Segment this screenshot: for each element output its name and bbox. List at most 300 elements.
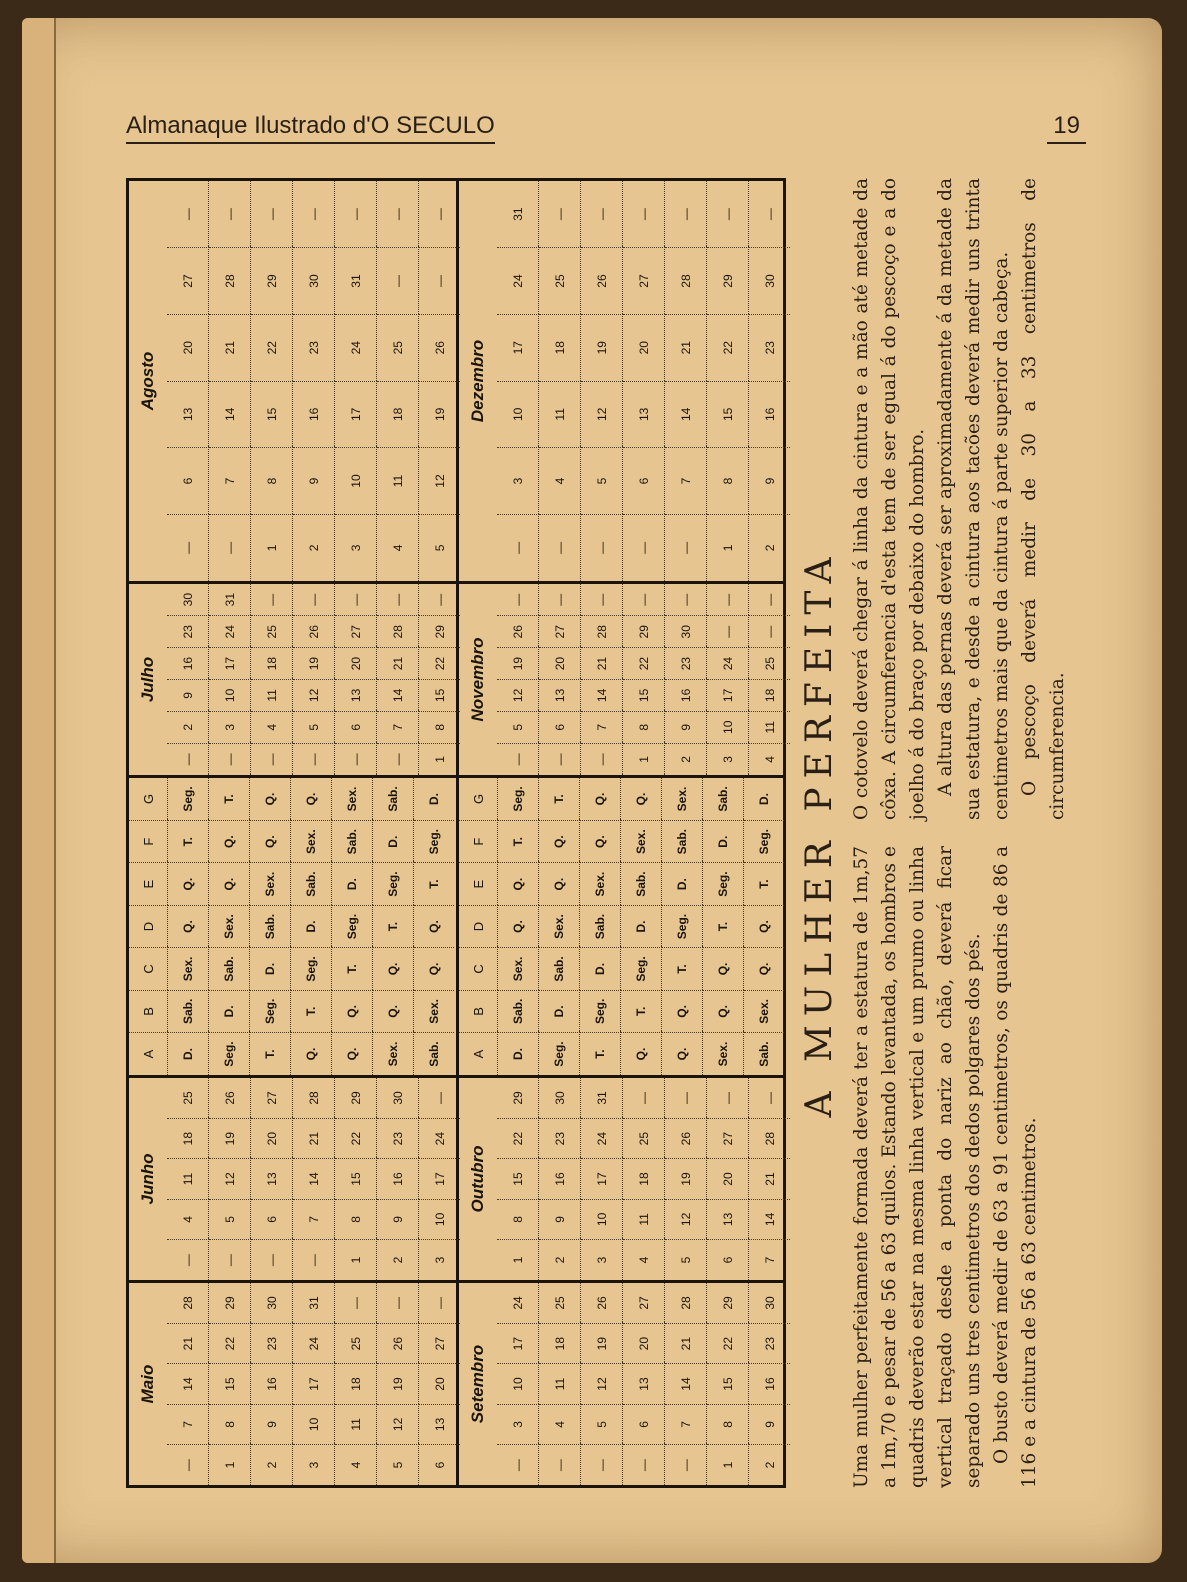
day-cell: 9 xyxy=(293,448,335,515)
day-cell: — xyxy=(497,743,539,775)
dominical-letter: G xyxy=(129,778,168,820)
day-cell: 22 xyxy=(623,648,665,680)
month-grid xyxy=(497,584,790,775)
week-row xyxy=(497,1078,539,1280)
day-cell: 23 xyxy=(293,314,335,381)
day-cell: — xyxy=(581,584,623,616)
day-cell: 16 xyxy=(167,648,209,680)
letter-row xyxy=(129,778,168,1075)
day-cell: 16 xyxy=(377,1159,419,1199)
day-cell: 30 xyxy=(251,1283,293,1323)
day-cell: 21 xyxy=(167,1323,209,1363)
day-cell: 7 xyxy=(665,1404,707,1444)
day-cell: 19 xyxy=(293,648,335,680)
day-cell: 16 xyxy=(749,1364,791,1404)
week-row xyxy=(707,584,749,775)
article-column-2 xyxy=(848,178,1072,820)
month-name: Maio xyxy=(138,1364,157,1404)
day-cell: 11 xyxy=(623,1199,665,1239)
day-cell: 24 xyxy=(497,1283,539,1323)
day-cell: 26 xyxy=(497,616,539,648)
weekday-cell: Sex. xyxy=(498,948,539,990)
day-cell: 18 xyxy=(377,381,419,448)
day-cell: 12 xyxy=(293,680,335,712)
week-row xyxy=(293,584,335,775)
day-cell: — xyxy=(665,181,707,248)
day-cell: 11 xyxy=(539,381,581,448)
day-cell: 30 xyxy=(749,248,791,315)
day-cell: 21 xyxy=(581,648,623,680)
day-cell: — xyxy=(167,1240,209,1280)
weekday-cell: Q. xyxy=(291,778,332,820)
day-cell: 20 xyxy=(335,648,377,680)
day-cell: 8 xyxy=(707,448,749,515)
calendar-row-1 xyxy=(129,181,459,1485)
weekday-cell: D. xyxy=(373,820,414,862)
week-row xyxy=(209,1283,251,1485)
dominical-letter: D xyxy=(129,905,168,947)
day-cell: 27 xyxy=(623,248,665,315)
week-row xyxy=(251,1283,293,1485)
day-cell: 29 xyxy=(707,248,749,315)
week-row xyxy=(665,584,707,775)
day-cell: 13 xyxy=(251,1159,293,1199)
weekday-cell: T. xyxy=(662,948,703,990)
week-row xyxy=(749,1283,791,1485)
day-cell: 18 xyxy=(251,648,293,680)
day-cell: 30 xyxy=(167,584,209,616)
day-cell: 5 xyxy=(419,514,461,581)
day-cell: 20 xyxy=(419,1364,461,1404)
weekday-cell: Q. xyxy=(703,990,744,1032)
day-cell: 1 xyxy=(707,514,749,581)
article-title: A MULHER PERFEITA xyxy=(799,548,840,1118)
weekday-row xyxy=(414,778,455,1075)
weekday-cell: Sab. xyxy=(621,863,662,905)
day-cell: 22 xyxy=(251,314,293,381)
day-cell: 9 xyxy=(377,1199,419,1239)
day-cell: 14 xyxy=(377,680,419,712)
day-cell: 29 xyxy=(623,616,665,648)
weekday-cell: D. xyxy=(498,1033,539,1075)
week-row xyxy=(539,1283,581,1485)
weekday-cell: T. xyxy=(250,1033,291,1075)
day-cell: 8 xyxy=(419,711,461,743)
day-cell: 18 xyxy=(539,1323,581,1363)
day-cell: 11 xyxy=(167,1159,209,1199)
day-cell: 27 xyxy=(419,1323,461,1363)
day-cell: — xyxy=(167,514,209,581)
day-cell: 7 xyxy=(581,711,623,743)
week-row xyxy=(581,1283,623,1485)
day-cell: 16 xyxy=(665,680,707,712)
day-cell: 10 xyxy=(707,711,749,743)
day-cell: 13 xyxy=(335,680,377,712)
weekday-cell: Seg. xyxy=(373,863,414,905)
almanac-page xyxy=(22,18,1162,1563)
day-cell: 29 xyxy=(419,616,461,648)
day-cell: 22 xyxy=(209,1323,251,1363)
month-name: Dezembro xyxy=(468,339,487,423)
day-cell: — xyxy=(539,514,581,581)
day-cell: 24 xyxy=(581,1118,623,1158)
day-cell: — xyxy=(432,208,447,221)
dominical-letter: B xyxy=(129,990,168,1032)
day-cell: 19 xyxy=(581,314,623,381)
weekday-cell: Sab. xyxy=(250,905,291,947)
weekday-cell: Sab. xyxy=(209,948,250,990)
weekday-cell: Seg. xyxy=(414,820,455,862)
day-cell: 15 xyxy=(707,1364,749,1404)
day-cell: 9 xyxy=(749,448,791,515)
weekday-cell: Q. xyxy=(498,863,539,905)
day-cell: 6 xyxy=(623,1404,665,1444)
day-cell: — xyxy=(581,1445,623,1485)
day-cell: — xyxy=(623,514,665,581)
weekday-cell: Q. xyxy=(744,905,785,947)
day-cell: 10 xyxy=(497,381,539,448)
week-row xyxy=(581,1078,623,1280)
day-cell: 14 xyxy=(167,1364,209,1404)
weekday-cell: Sab. xyxy=(580,905,621,947)
running-title: Almanaque Ilustrado d'O SECULO xyxy=(126,112,495,144)
day-cell: 19 xyxy=(209,1118,251,1158)
weekday-cell: Sab. xyxy=(414,1033,455,1075)
weekday-cell: D. xyxy=(250,948,291,990)
day-cell: 3 xyxy=(335,514,377,581)
week-row xyxy=(167,1078,209,1280)
weekday-cell: Q. xyxy=(414,905,455,947)
day-cell: — xyxy=(293,1240,335,1280)
weekday-cell: Seg. xyxy=(662,905,703,947)
weekday-cell: T. xyxy=(703,905,744,947)
month-grid xyxy=(167,1078,460,1280)
day-cell: 17 xyxy=(419,1159,461,1199)
week-row xyxy=(251,181,293,581)
day-cell: — xyxy=(167,743,209,775)
day-cell: — xyxy=(293,584,335,616)
weekday-cell: Q. xyxy=(373,948,414,990)
weekday-cell: Q. xyxy=(539,820,580,862)
day-cell: 23 xyxy=(665,648,707,680)
week-row xyxy=(335,1283,377,1485)
day-cell: 13 xyxy=(623,381,665,448)
weekday-cell: T. xyxy=(332,948,373,990)
week-row xyxy=(377,584,419,775)
day-cell: 19 xyxy=(497,648,539,680)
day-cell: 22 xyxy=(707,1323,749,1363)
day-cell: — xyxy=(497,514,539,581)
weekday-cell: Sex. xyxy=(250,863,291,905)
day-cell: 3 xyxy=(209,711,251,743)
day-cell: 12 xyxy=(497,680,539,712)
weekday-cell: Seg. xyxy=(291,948,332,990)
day-cell: 19 xyxy=(581,1323,623,1363)
day-cell: 25 xyxy=(623,1118,665,1158)
weekday-row xyxy=(539,778,580,1075)
weekday-cell: Q. xyxy=(621,778,662,820)
day-cell: 3 xyxy=(497,1404,539,1444)
week-row xyxy=(539,181,581,581)
day-cell: 24 xyxy=(335,314,377,381)
weekday-cell: Sex. xyxy=(332,778,373,820)
day-cell: 21 xyxy=(665,1323,707,1363)
day-cell: 21 xyxy=(293,1118,335,1158)
weekday-cell: D. xyxy=(621,905,662,947)
weekday-cell: Sab. xyxy=(662,820,703,862)
day-cell: 25 xyxy=(749,648,791,680)
day-cell: 27 xyxy=(167,248,209,315)
week-row xyxy=(293,1078,335,1280)
weekday-cell: Q. xyxy=(621,1033,662,1075)
day-cell: 26 xyxy=(665,1118,707,1158)
day-cell: 28 xyxy=(377,616,419,648)
weekday-cell: Q. xyxy=(250,778,291,820)
day-cell: 26 xyxy=(377,1323,419,1363)
paragraph-bust: O busto deverá medir de 63 a 91 centimetros, os quadris de 86 a 116 e a cintura de 56 a 63 centimetros. xyxy=(991,846,1040,1488)
month-grid xyxy=(167,1283,460,1485)
day-cell: 17 xyxy=(209,648,251,680)
day-cell: 20 xyxy=(707,1159,749,1199)
weekday-cell: Sab. xyxy=(168,990,209,1032)
day-cell: 16 xyxy=(293,381,335,448)
day-cell: 2 xyxy=(293,514,335,581)
day-cell: 7 xyxy=(209,448,251,515)
day-cell: 13 xyxy=(539,680,581,712)
weekday-cell: Sab. xyxy=(332,820,373,862)
month-grid xyxy=(167,584,460,775)
day-cell: 5 xyxy=(209,1199,251,1239)
day-cell: — xyxy=(539,743,581,775)
letter-row xyxy=(459,778,498,1075)
weekday-cell: Sab. xyxy=(373,778,414,820)
day-cell: 30 xyxy=(293,248,335,315)
month-block xyxy=(129,581,456,775)
weekday-cell: Sex. xyxy=(291,820,332,862)
calendar-row-2 xyxy=(459,181,786,1485)
weekday-cell: D. xyxy=(703,820,744,862)
week-row xyxy=(707,181,749,581)
weekday-row xyxy=(580,778,621,1075)
weekday-cell: Q. xyxy=(539,863,580,905)
weekday-cell: Q. xyxy=(168,905,209,947)
week-row xyxy=(665,181,707,581)
day-cell: 26 xyxy=(419,314,461,381)
week-row xyxy=(749,1078,791,1280)
day-cell: 23 xyxy=(167,616,209,648)
day-cell: — xyxy=(623,1078,665,1118)
day-cell: 14 xyxy=(665,1364,707,1404)
day-cell: 28 xyxy=(581,616,623,648)
day-cell: 6 xyxy=(707,1240,749,1280)
day-cell: — xyxy=(377,248,419,315)
weekday-row xyxy=(744,778,785,1075)
day-cell: 9 xyxy=(749,1404,791,1444)
weekday-cell: Q. xyxy=(580,820,621,862)
day-cell: 6 xyxy=(623,448,665,515)
weekday-cell: Seg. xyxy=(250,990,291,1032)
week-row xyxy=(581,181,623,581)
day-cell: 15 xyxy=(419,680,461,712)
day-cell: — xyxy=(419,248,461,315)
day-cell: 23 xyxy=(539,1118,581,1158)
week-row xyxy=(251,584,293,775)
weekday-grid xyxy=(459,778,784,1075)
day-cell: — xyxy=(251,181,293,248)
weekday-cell: Sex. xyxy=(539,905,580,947)
day-cell: 7 xyxy=(167,1404,209,1444)
day-cell: 2 xyxy=(251,1445,293,1485)
day-cell: 9 xyxy=(167,680,209,712)
day-cell: 10 xyxy=(293,1404,335,1444)
day-cell: 25 xyxy=(377,314,419,381)
day-cell: 11 xyxy=(539,1364,581,1404)
paragraph-elbow: O cotovelo deverá chegar á linha da cintura e a mão até metade da côxa. A circumferencia d'esta tem de ser egual á do pescoço e a do joelho á do braço por debaixo do hombro. xyxy=(851,178,928,820)
week-row xyxy=(665,1283,707,1485)
day-cell: — xyxy=(665,1445,707,1485)
month-block xyxy=(129,181,456,581)
dominical-letter: A xyxy=(459,1033,498,1075)
dominical-letter: C xyxy=(459,948,498,990)
paragraph-neck: O pescoço deverá medir de 30 a 33 centimetros de circumferencia. xyxy=(1019,178,1068,820)
day-cell: 6 xyxy=(419,1445,461,1485)
day-cell: — xyxy=(581,181,623,248)
day-cell: — xyxy=(377,743,419,775)
day-cell: — xyxy=(581,743,623,775)
day-cell: 12 xyxy=(209,1159,251,1199)
day-cell: — xyxy=(539,1445,581,1485)
weekday-cell: D. xyxy=(580,948,621,990)
day-cell: — xyxy=(377,584,419,616)
week-row xyxy=(623,1283,665,1485)
day-cell: 20 xyxy=(623,1323,665,1363)
day-cell: 13 xyxy=(623,1364,665,1404)
day-cell: — xyxy=(581,514,623,581)
week-row xyxy=(251,1078,293,1280)
day-cell: — xyxy=(167,181,209,248)
day-cell: 9 xyxy=(539,1199,581,1239)
day-cell: 31 xyxy=(497,181,539,248)
day-cell: 11 xyxy=(251,680,293,712)
day-cell: — xyxy=(665,584,707,616)
day-cell: — xyxy=(335,181,377,248)
day-cell: 23 xyxy=(749,314,791,381)
month-name: Junho xyxy=(138,1153,157,1205)
day-cell: 13 xyxy=(707,1199,749,1239)
month-grid xyxy=(497,181,790,581)
day-cell: 30 xyxy=(665,616,707,648)
dominical-letter: F xyxy=(459,820,498,862)
day-cell: 22 xyxy=(707,314,749,381)
week-row xyxy=(665,1078,707,1280)
day-cell: 6 xyxy=(335,711,377,743)
page-header xyxy=(126,112,1086,152)
day-cell: 1 xyxy=(251,514,293,581)
dominical-letter: D xyxy=(459,905,498,947)
weekday-row xyxy=(209,778,250,1075)
day-cell: 8 xyxy=(335,1199,377,1239)
day-cell: — xyxy=(209,743,251,775)
day-cell: 27 xyxy=(539,616,581,648)
paragraph-legs: A altura das pernas deverá ser aproximadamente á da metade da sua estatura, e desde a cintura aos tacões deverá medir uns trinta centimetros mais que da cintura á parte superior da cabeça. xyxy=(935,178,1012,820)
day-cell: 12 xyxy=(377,1404,419,1444)
day-cell: 10 xyxy=(209,680,251,712)
day-cell: 25 xyxy=(539,1283,581,1323)
week-row xyxy=(167,584,209,775)
week-row xyxy=(497,1283,539,1485)
day-cell: 19 xyxy=(665,1159,707,1199)
weekday-cell: T. xyxy=(621,990,662,1032)
month-block xyxy=(129,1075,456,1280)
weekday-cell: Sab. xyxy=(498,990,539,1032)
day-cell: 28 xyxy=(749,1118,791,1158)
day-cell: 16 xyxy=(539,1159,581,1199)
day-cell: 21 xyxy=(377,648,419,680)
dominical-letter: F xyxy=(129,820,168,862)
day-cell: 27 xyxy=(251,1078,293,1118)
day-cell: — xyxy=(335,743,377,775)
weekday-cell: Sex. xyxy=(662,778,703,820)
week-row xyxy=(293,181,335,581)
weekday-cell: D. xyxy=(662,863,703,905)
day-cell: 4 xyxy=(749,743,791,775)
day-cell: — xyxy=(432,1296,447,1309)
month-grid xyxy=(497,1283,790,1485)
weekday-cell: Q. xyxy=(744,948,785,990)
weekday-cell: Sex. xyxy=(414,990,455,1032)
weekday-cell: Sex. xyxy=(168,948,209,990)
weekday-cell: Q. xyxy=(250,820,291,862)
day-cell: 22 xyxy=(419,648,461,680)
month-block xyxy=(129,1280,456,1485)
weekday-row xyxy=(703,778,744,1075)
day-cell: 15 xyxy=(335,1159,377,1199)
week-row xyxy=(209,1078,251,1280)
day-cell: — xyxy=(377,1283,419,1323)
article xyxy=(798,178,1086,1488)
day-cell: 2 xyxy=(377,1240,419,1280)
day-cell: — xyxy=(762,1091,777,1104)
weekday-cell: D. xyxy=(427,792,441,805)
paragraph-intro: Uma mulher perfeitamente formada deverá ter a estatura de 1m,57 a 1m,70 e pesar de 56 a 63 quilos. Estando levantada, os hombros e quadris deverão estar na mesma linha vertical e um prumo ou linha vertical traçado desde a ponta do nariz ao chão, deverá ficar separado uns tres centimetros dos dedos polgares dos pés. xyxy=(851,846,984,1488)
day-cell: 25 xyxy=(539,248,581,315)
week-row xyxy=(335,1078,377,1280)
day-cell: 18 xyxy=(335,1364,377,1404)
day-cell: 5 xyxy=(665,1240,707,1280)
day-cell: 26 xyxy=(209,1078,251,1118)
day-cell: — xyxy=(335,1283,377,1323)
day-cell: 29 xyxy=(251,248,293,315)
dominical-letter: E xyxy=(129,863,168,905)
day-cell: 10 xyxy=(419,1199,461,1239)
day-cell: 28 xyxy=(665,248,707,315)
day-cell: 23 xyxy=(749,1323,791,1363)
day-cell: 31 xyxy=(293,1283,335,1323)
weekday-row xyxy=(373,778,414,1075)
day-cell: 26 xyxy=(293,616,335,648)
day-cell: 19 xyxy=(377,1364,419,1404)
day-cell: — xyxy=(762,593,777,606)
week-row xyxy=(539,1078,581,1280)
week-row xyxy=(419,181,461,581)
week-row xyxy=(419,1283,461,1485)
day-cell: 16 xyxy=(749,381,791,448)
weekday-cell: Q. xyxy=(291,1033,332,1075)
weekday-row xyxy=(291,778,332,1075)
day-cell: 30 xyxy=(377,1078,419,1118)
day-cell: 8 xyxy=(497,1199,539,1239)
day-cell: 20 xyxy=(251,1118,293,1158)
